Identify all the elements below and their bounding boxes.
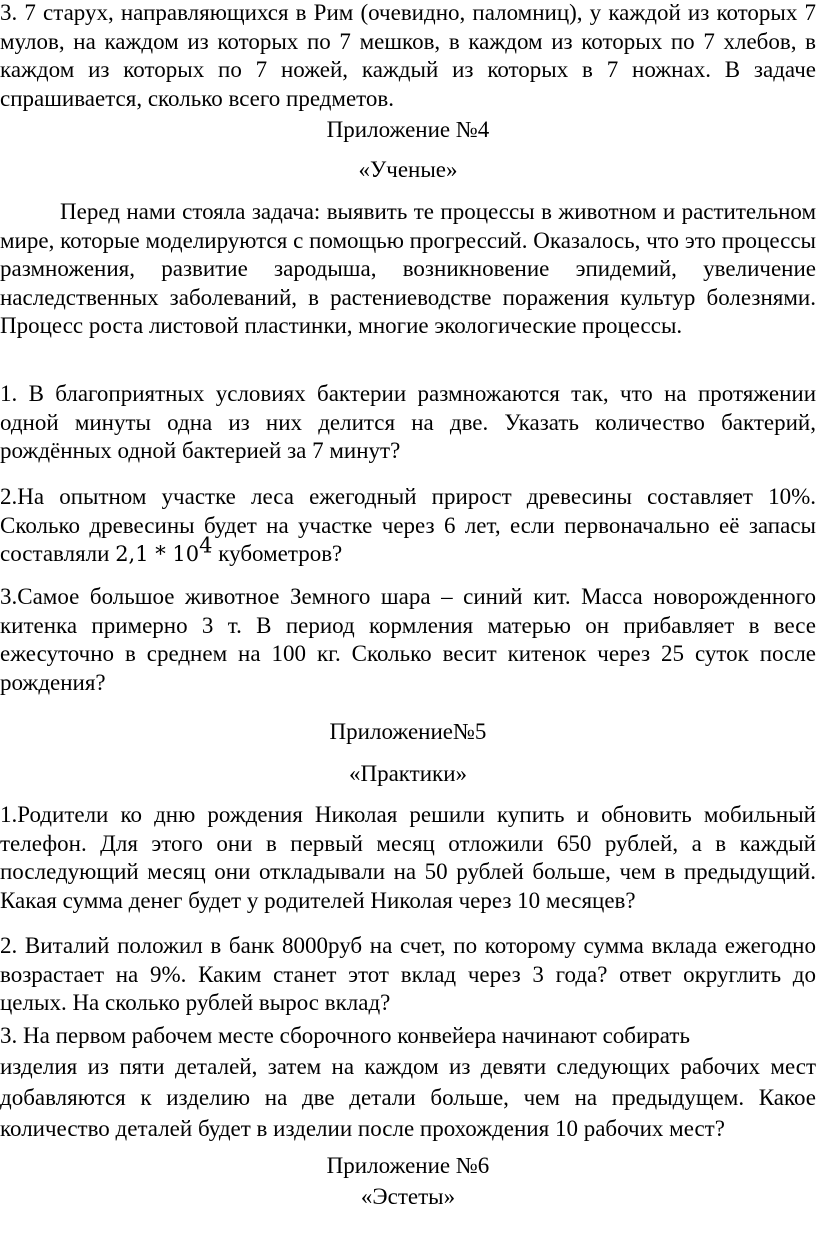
task-2-exponent: 4: [199, 533, 213, 558]
appendix-6-subtitle: «Эстеты»: [360, 1184, 456, 1209]
task-2-number: 2,1 * 10: [115, 542, 200, 566]
appendix-5-task-2: 2. Виталий положил в банк 8000руб на счет, по которому сумма вклада ежегодно возрастает на 9%. Каким станет этот вклад через 3 года? ответ округлить до целых. На сколько рублей вырос вклад?: [0, 933, 816, 1015]
appendix-5-task-3: [0, 1020, 816, 1144]
task-2-text-start: 2.На опытном участке леса ежегодный прирост древесины составляет 10%. Сколько древесины будет на участке через 6 лет, если первоначально её запасы составляли: [0, 484, 816, 566]
appendix-4-task-1: 1. В благоприятных условиях бактерии размножаются так, что на протяжении одной минуты одна из них делится на две. Указать количество бактерий, рождённых одной бактерией за 7 минут?: [0, 381, 816, 463]
task-3-rest: изделия из пяти деталей, затем на каждом из девяти следующих рабочих мест добавляются к изделию на две детали больше, чем на предыдущем. Какое количество деталей будет в изделии после прохождения 10 рабочих мест?: [0, 1054, 816, 1141]
appendix-5-task-1: 1.Родители ко дню рождения Николая решили купить и обновить мобильный телефон. Для этого они в первый месяц отложили 650 рублей, а в каждый последующий месяц они откладывали на 50 рублей больше, чем в предыдущий. Какая сумма денег будет у родителей Николая через 10 месяцев?: [0, 802, 816, 913]
appendix-4-intro: Перед нами стояла задача: выявить те процессы в животном и растительном мире, которые моделируются с помощью прогрессий. Оказалось, что это процессы размножения, развитие зародыша, возникновение эпидемий, увеличение наследственных заболеваний, в растениеводстве поражения культур болезнями. Процесс роста листовой пластинки, многие экологические процессы.: [0, 199, 816, 338]
appendix-5-subtitle: «Практики»: [348, 761, 468, 786]
appendix-5-heading: Приложение№5: [329, 719, 487, 744]
task-3-first-line: 3. На первом рабочем месте сборочного конвейера начинают собирать: [0, 1023, 690, 1048]
appendix-4-task-3: 3.Самое большое животное Земного шара – синий кит. Масса новорожденного китенка примерно 3 т. В период кормления матерью он прибавляет в весе ежесуточно в среднем на 100 кг. Сколько весит китенок через 25 суток после рождения?: [0, 584, 816, 695]
appendix-6-heading: Приложение №6: [326, 1153, 490, 1178]
appendix-4-subtitle: «Ученые»: [358, 157, 458, 182]
task-2-text-end: кубометров?: [212, 541, 343, 566]
paragraph-old-women-problem: 3. 7 старух, направляющихся в Рим (очевидно, паломниц), у каждой из которых 7 мулов, на каждом из которых по 7 мешков, в каждом из которых по 7 хлебов, в каждом из которых по 7 ножей, каждый из которых в 7 ножнах. В задаче спрашивается, сколько всего предметов.: [0, 0, 816, 111]
appendix-4-task-2: [0, 483, 816, 569]
appendix-4-heading: Приложение №4: [326, 117, 490, 142]
